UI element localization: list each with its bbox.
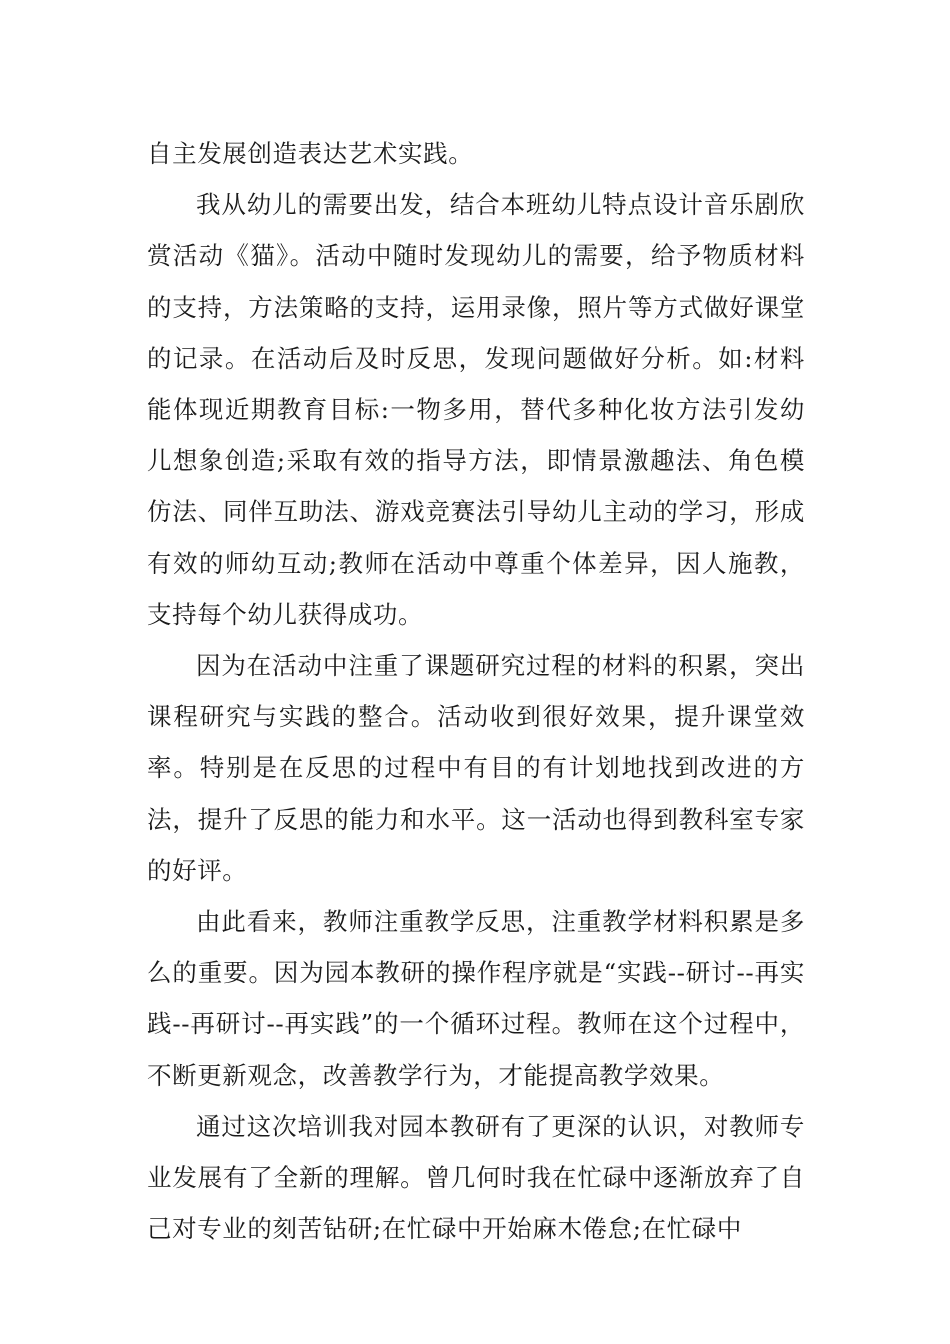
paragraph-continuation: 自主发展创造表达艺术实践。 <box>147 139 474 168</box>
document-body <box>147 128 805 1254</box>
paragraph-activity-design: 我从幼儿的需要出发，结合本班幼儿特点设计音乐剧欣赏活动《猫》。活动中随时发现幼儿的需要，给予物质材料的支持，方法策略的支持，运用录像，照片等方式做好课堂的记录。在活动后及时反思，发现问题做好分析。如:材料能体现近期教育目标:一物多用，替代多种化妆方法引发幼儿想象创造;采取有效的指导方法，即情景激趣法、角色模仿法、同伴互助法、游戏竞赛法引导幼儿主动的学习，形成有效的师幼互动;教师在活动中尊重个体差异，因人施教，支持每个幼儿获得成功。 <box>147 190 805 629</box>
paragraph-training-insight: 通过这次培训我对园本教研有了更深的认识，对教师专业发展有了全新的理解。曾几何时我在忙碌中逐渐放弃了自己对专业的刻苦钻研;在忙碌中开始麻木倦怠;在忙碌中 <box>147 1111 805 1244</box>
paragraph-material-accumulation: 因为在活动中注重了课题研究过程的材料的积累，突出课程研究与实践的整合。活动收到很好效果，提升课堂效率。特别是在反思的过程中有目的有计划地找到改进的方法，提升了反思的能力和水平。这一活动也得到教科室专家的好评。 <box>147 651 805 885</box>
paragraph-teaching-reflection: 由此看来，教师注重教学反思，注重教学材料积累是多么的重要。因为园本教研的操作程序就是“实践--研讨--再实践--再研讨--再实践”的一个循环过程。教师在这个过程中，不断更新观念，改善教学行为，才能提高教学效果。 <box>147 907 805 1090</box>
